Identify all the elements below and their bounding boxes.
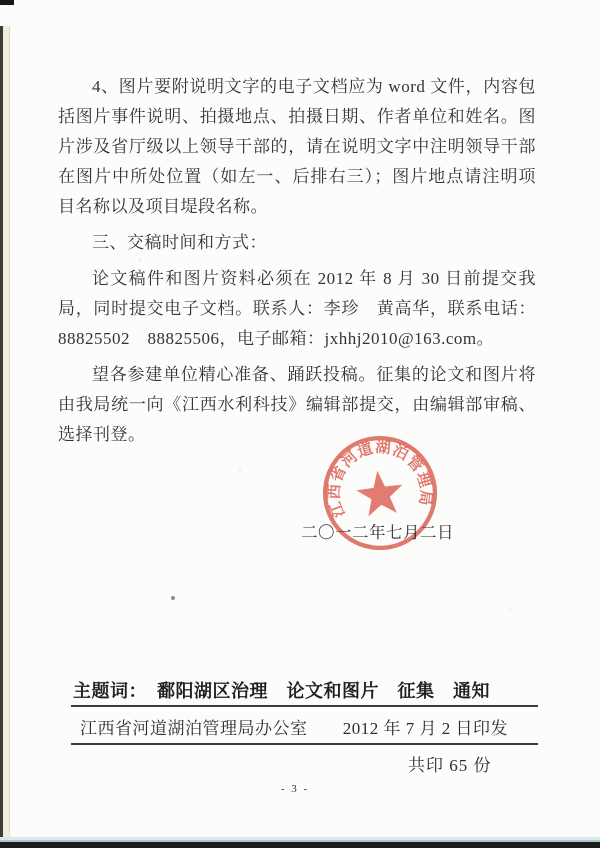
- footer-rule-bottom: [71, 743, 538, 745]
- footer-rule-top: [71, 705, 538, 707]
- scan-edge-bottom-dark: [0, 842, 600, 848]
- subject-label: 主题词：: [73, 681, 147, 701]
- document-body: [58, 72, 536, 456]
- seal-star-icon: [354, 468, 405, 517]
- body-paragraph-submission-deadline: 论文稿件和图片资料必须在 2012 年 8 月 30 日前提交我局，同时提交电子文档。联系人：李珍 黄高华，联系电话：88825502 88825506，电子邮箱：jxhhj2010@163.com。: [58, 269, 536, 348]
- body-paragraph-closing: 望各参建单位精心准备、踊跃投稿。征集的论文和图片将由我局统一向《江西水利科技》编辑部提交，由编辑部审稿、选择刊登。: [58, 365, 536, 444]
- signature-date: 二〇一二年七月二日: [301, 523, 454, 542]
- print-date: 2012 年 7 月 2 日印发: [342, 719, 508, 738]
- print-copies: 共印 65 份: [408, 756, 492, 775]
- seal-text: 江西省河道湖泊管理局: [326, 438, 435, 520]
- scan-edge-left-cream: [3, 26, 10, 842]
- scan-edge-top-notch: [0, 0, 14, 5]
- scan-speckle: [171, 596, 175, 600]
- page-number: - 3 -: [280, 783, 310, 795]
- issuing-office: 江西省河道湖泊管理局办公室: [80, 719, 308, 738]
- subject-keywords-row: [73, 677, 543, 703]
- subject-terms: 鄱阳湖区治理 论文和图片 征集 通知: [157, 681, 490, 701]
- issuing-office-row: [80, 714, 508, 739]
- official-seal: [312, 425, 448, 561]
- body-paragraph-section-heading: 三、交稿时间和方式：: [92, 233, 267, 252]
- body-paragraph-photo-caption-rules: 4、图片要附说明文字的电子文档应为 word 文件，内容包括图片事件说明、拍摄地点、拍摄日期、作者单位和姓名。图片涉及省厅级以上领导干部的，请在说明文字中注明领导干部在图片中所处位置（如左一、后排右三）；图片地点请注明项目名称以及项目堤段名称。: [58, 77, 536, 216]
